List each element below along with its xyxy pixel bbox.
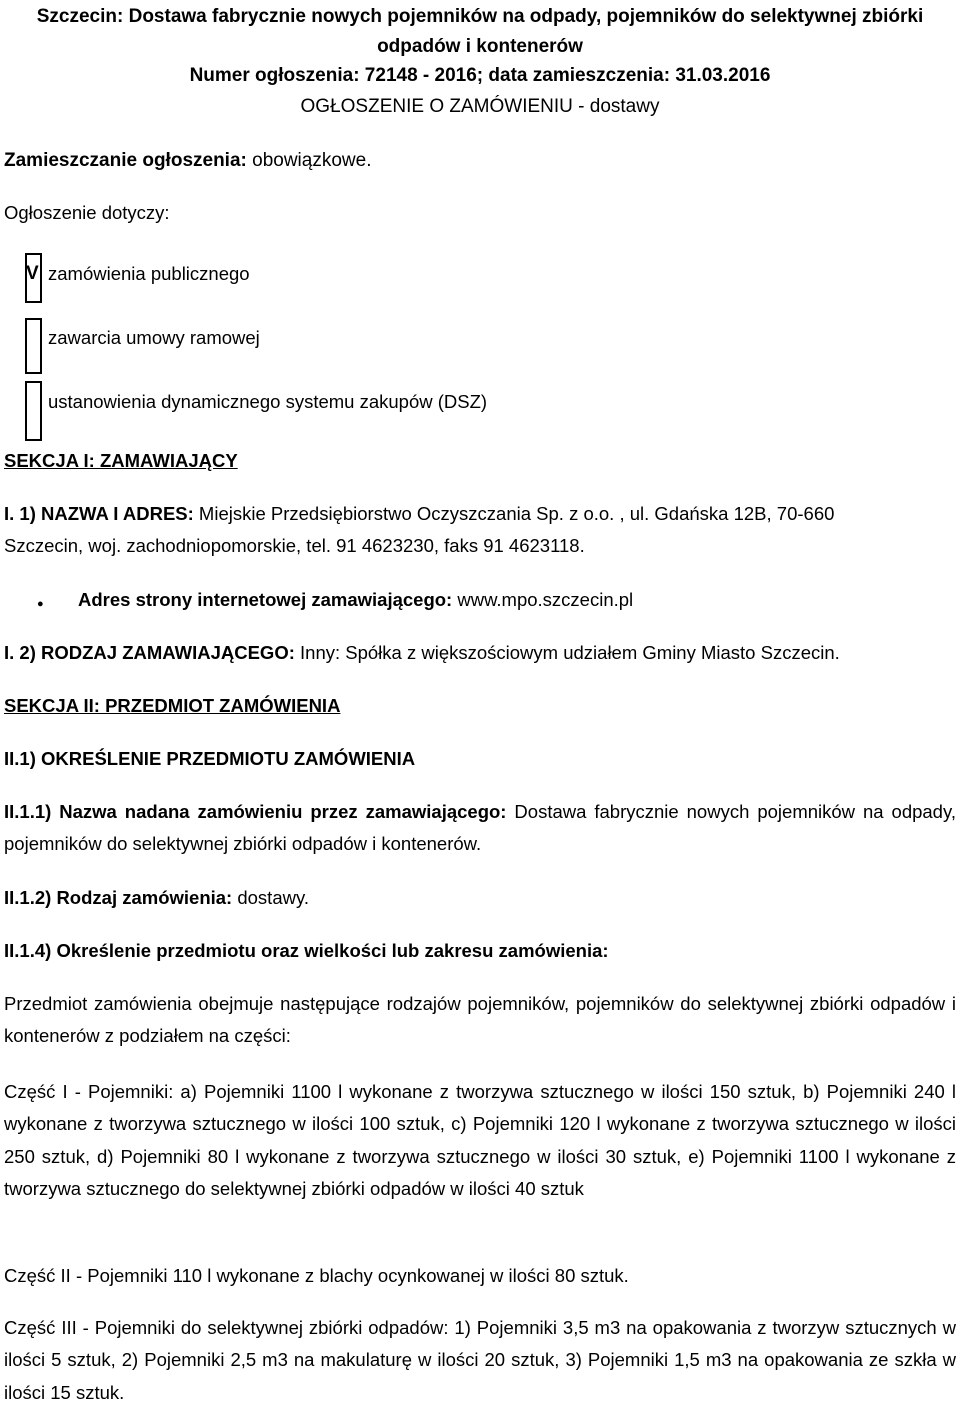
option-framework-agreement: zawarcia umowy ramowej: [48, 327, 260, 348]
posting-value: obowiązkowe.: [246, 150, 372, 171]
website-row: [78, 589, 633, 611]
scope-label: II.1.4) Określenie przedmiotu oraz wielkości lub zakresu zamówienia:: [4, 940, 609, 961]
checkbox-dynamic-purchasing: [25, 381, 42, 441]
part-3-description: Część III - Pojemniki do selektywnej zbiórki odpadów: 1) Pojemniki 3,5 m3 na opakowania z tworzyw sztucznych w ilości 5 sztuk, 2) Pojemniki 2,5 m3 na makulaturę w ilości 20 sztuk, 3) Pojemniki 1,5 m3 na opakowania ze szkła w ilości 15 sztuk.: [4, 1317, 956, 1403]
scope-intro: Przedmiot zamówienia obejmuje następujące rodzajów pojemników, pojemników do selektywnej zbiórki odpadów i kontenerów z podziałem na części:: [4, 993, 956, 1047]
section-2-heading: SEKCJA II: PRZEDMIOT ZAMÓWIENIA: [4, 695, 341, 716]
option-public-order: zamówienia publicznego: [48, 263, 250, 284]
part-2-description: Część II - Pojemniki 110 l wykonane z blachy ocynkowanej w ilości 80 sztuk.: [4, 1265, 629, 1286]
subject-definition-heading: II.1) OKREŚLENIE PRZEDMIOTU ZAMÓWIENIA: [4, 748, 416, 769]
posting-label: Zamieszczanie ogłoszenia:: [4, 150, 247, 171]
name-address-value: Miejskie Przedsiębiorstwo Oczyszczania Sp. z o.o. , ul. Gdańska 12B, 70-660: [193, 503, 835, 524]
check-mark: V: [26, 263, 39, 284]
option-dynamic-purchasing: ustanowienia dynamicznego systemu zakupów (DSZ): [48, 391, 488, 412]
authority-type-label: I. 2) RODZAJ ZAMAWIAJĄCEGO:: [4, 642, 295, 663]
document-title-line-2: odpadów i kontenerów: [377, 36, 583, 57]
website-link[interactable]: www.mpo.szczecin.pl: [452, 589, 634, 610]
contracting-authority-address: Szczecin, woj. zachodniopomorskie, tel. 91 4623230, faks 91 4623118.: [4, 535, 585, 556]
document-title-line-1: Szczecin: Dostawa fabrycznie nowych pojemników na odpady, pojemników do selektywnej zbiórki: [36, 6, 924, 27]
notice-number-line: Numer ogłoszenia: 72148 - 2016; data zamieszczenia: 31.03.2016: [189, 65, 771, 86]
posting-row: [4, 150, 371, 172]
order-name-paragraph: [4, 796, 956, 861]
order-name-label: II.1.1) Nazwa nadana zamówieniu przez zamawiającego:: [4, 801, 507, 822]
order-kind-row: [4, 887, 309, 909]
website-label: Adres strony internetowej zamawiającego:: [78, 589, 453, 610]
notice-type: OGŁOSZENIE O ZAMÓWIENIU - dostawy: [300, 96, 660, 117]
bullet-icon: ●: [37, 598, 44, 610]
order-kind-label: II.1.2) Rodzaj zamówienia:: [4, 887, 233, 908]
order-name-value: Dostawa fabrycznie nowych pojemników na odpady, pojemników do selektywnej zbiórki odpadów i kontenerów.: [4, 801, 956, 855]
part-1-description: Część I - Pojemniki: a) Pojemniki 1100 l wykonane z tworzywa sztucznego w ilości 150 sztuk, b) Pojemniki 240 l wykonane z tworzywa sztucznego w ilości 100 sztuk, c) Pojemniki 120 l wykonane z tworzywa sztucznego w ilości 250 sztuk, d) Pojemniki 80 l wykonane z tworzywa sztucznego w ilości 30 sztuk, e) Pojemniki 1100 l wykonane z tworzywa sztucznego do selektywnej zbiórki odpadów w ilości 40 sztuk: [4, 1081, 956, 1200]
name-address-label: I. 1) NAZWA I ADRES:: [4, 503, 194, 524]
section-1-heading: SEKCJA I: ZAMAWIAJĄCY: [4, 450, 238, 471]
checkbox-framework-agreement: [25, 318, 42, 374]
authority-type-value: Inny: Spółka z większościowym udziałem Gminy Miasto Szczecin.: [294, 642, 840, 663]
concerns-label: Ogłoszenie dotyczy:: [4, 202, 170, 223]
order-kind-value: dostawy.: [232, 887, 309, 908]
contracting-authority-name-row: [4, 503, 834, 525]
authority-type-row: [4, 642, 840, 664]
